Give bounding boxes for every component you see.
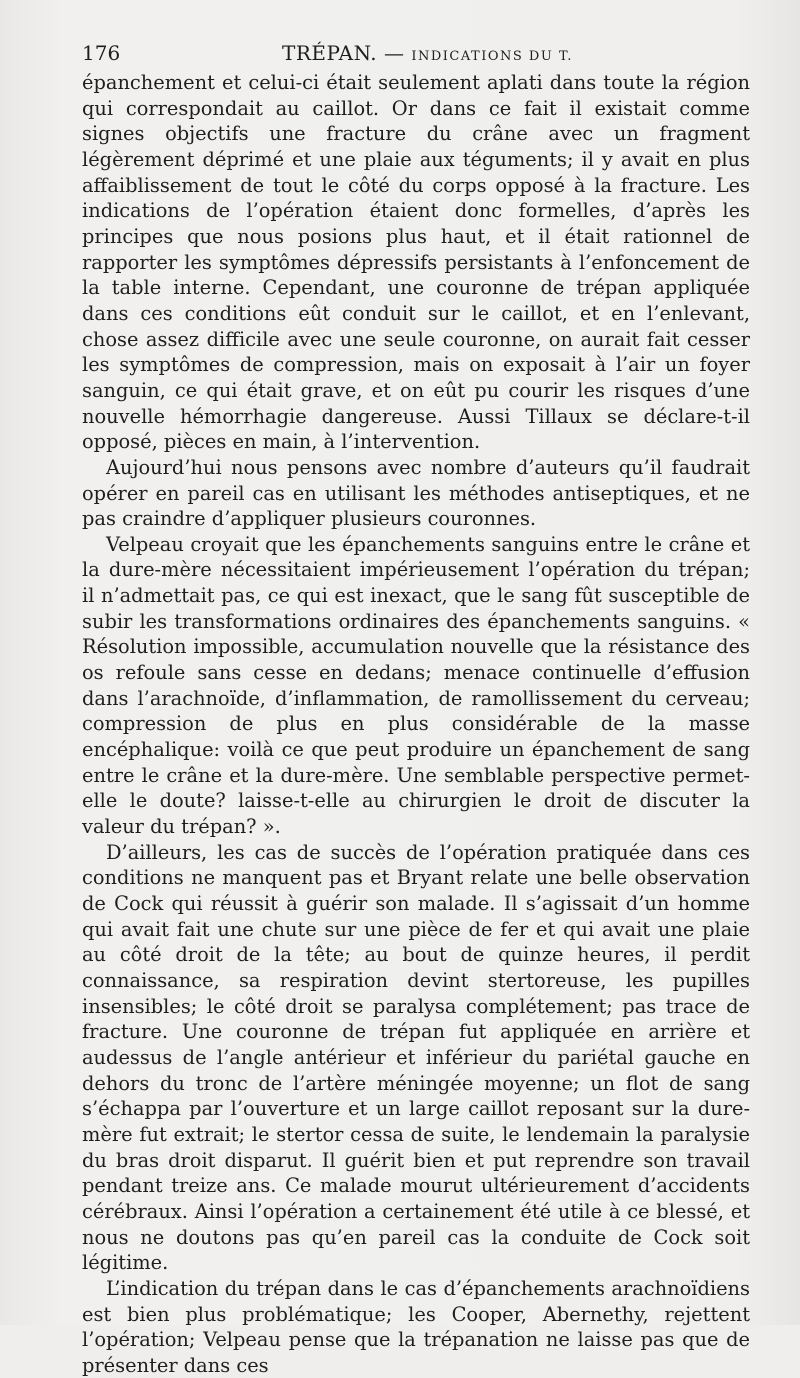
paragraph-arachnoid: L’indication du trépan dans le cas d’épanchements arachnoïdiens est bien plus problématique; les Cooper, Abernethy, rejettent l’opération; Velpeau pense que la trépanation ne laisse pas que de présenter dans ces (82, 1276, 750, 1377)
running-header (82, 40, 750, 70)
page-number: 176 (82, 41, 121, 65)
running-title-sub: INDICATIONS DU T. (411, 49, 573, 64)
running-title-main: TRÉPAN. (282, 41, 378, 65)
paragraph-antiseptic: Aujourd’hui nous pensons avec nombre d’auteurs qu’il faudrait opérer en pareil cas en utilisant les méthodes antiseptiques, et ne pas craindre d’appliquer plusieurs couronnes. (82, 455, 750, 531)
paragraph-continuation: épanchement et celui-ci était seulement aplati dans toute la région qui correspondait au caillot. Or dans ce fait il existait comme signes objectifs une fracture du crâne avec un fragment légèrement déprimé et une plaie aux téguments; il y avait en plus affaiblissement de tout le côté du corps opposé à la fracture. Les indications de l’opération étaient donc formelles, d’après les principes que nous posions plus haut, et il était rationnel de rapporter les symptômes dépressifs persistants à l’enfoncement de la table interne. Cependant, une couronne de trépan appliquée dans ces conditions eût conduit sur le caillot, et en l’enlevant, chose assez difficile avec une seule couronne, on aurait fait cesser les symptômes de compression, mais on exposait à l’air un foyer sanguin, ce qui était grave, et on eût pu courir les risques d’une nouvelle hémorrhagie dangereuse. Aussi Tillaux se déclare-t-il opposé, pièces en main, à l’intervention. (82, 71, 750, 454)
body-text (82, 70, 750, 1378)
paragraph-cock-case: D’ailleurs, les cas de succès de l’opération pratiquée dans ces conditions ne manquent pas et Bryant relate une belle observation de Cock qui réussit à guérir son malade. Il s’agissait d’un homme qui avait fait une chute sur une pièce de fer et qui avait une plaie au côté droit de la tête; au bout de quinze heures, il perdit connaissance, sa respiration devint stertoreuse, les pupilles insensibles; le côté droit se paralysa complétement; pas trace de fracture. Une couronne de trépan fut appliquée en arrière et audessus de l’angle antérieur et inférieur du pariétal gauche en dehors du tronc de l’artère méningée moyenne; un flot de sang s’échappa par l’ouverture et un large caillot reposant sur la dure-mère fut extrait; le stertor cessa de suite, le lendemain la paralysie du bras droit disparut. Il guérit bien et put reprendre son travail pendant treize ans. Ce malade mourut ultérieurement d’accidents cérébraux. Ainsi l’opération a certainement été utile à ce blessé, et nous ne doutons pas qu’en pareil cas la conduite de Cock soit légitime. (82, 840, 750, 1275)
paragraph-velpeau: Velpeau croyait que les épanchements sanguins entre le crâne et la dure-mère nécessitaient impérieusement l’opération du trépan; il n’admettait pas, ce qui est inexact, que le sang fût susceptible de subir les transformations ordinaires des épanchements sanguins. « Résolution impossible, accumulation nouvelle que la résistance des os refoule sans cesse en dedans; menace continuelle d’effusion dans l’arachnoïde, d’inflammation, de ramollissement du cerveau; compression de plus en plus considérable de la masse encéphalique: voilà ce que peut produire un épanchement de sang entre le crâne et la dure-mère. Une semblable perspective permet-elle le doute? laisse-t-elle au chirurgien le droit de discuter la valeur du trépan? ». (82, 532, 750, 839)
running-title-dash: — (384, 41, 405, 65)
running-title (282, 40, 573, 70)
